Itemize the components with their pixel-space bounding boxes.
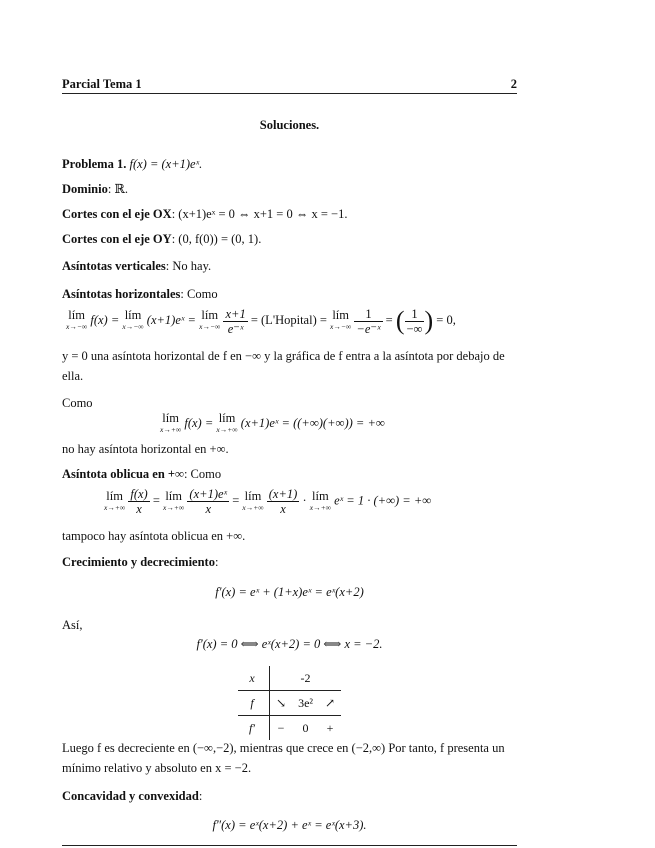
vertical-asymptotes-label: Asíntotas verticales [62, 259, 166, 273]
limit-operator: lím x→−∞ [122, 308, 144, 331]
eq-part: (x+1)eˣ = ((+∞)(+∞)) = +∞ [240, 415, 385, 430]
sign-table-head: f [238, 691, 270, 716]
horizontal-limit-equation: lím x→−∞ f(x) = lím x→−∞ (x+1)eˣ = lím x→−∞ $\frac{x+1}{\text{e⁻ˣ}}$ = (L'Hopital) = lím x→−∞ $\frac{1}{\text{−e⁻ˣ}}$ = ( $\frac{1}{-\infty}$ ) = 0, [66, 306, 456, 336]
fraction: $\frac{(x+1)}{x}$ [268, 487, 298, 516]
sign-table-head: x [238, 666, 270, 691]
concavity-heading [62, 788, 202, 804]
vertical-asymptotes-text: : No hay. [165, 259, 212, 273]
header-title: Parcial Tema 1 [62, 77, 142, 91]
eq-part: eˣ = 1 · (+∞) = +∞ [334, 493, 432, 508]
sign-table-row [238, 666, 341, 691]
page-number: 2 [510, 77, 517, 91]
horizontal-asymptotes-line [62, 286, 218, 302]
oblique-text: : Como [183, 467, 222, 481]
sign-table-cell [270, 666, 293, 691]
limit-operator: lím x→+∞ [242, 488, 264, 512]
eq-part: = [232, 493, 240, 508]
eq-part: · [302, 493, 307, 508]
eq-part: = [385, 312, 393, 327]
no-oblique-asymptote-text: tampoco hay asíntota oblicua en +∞. [62, 529, 246, 543]
limit-operator: lím x→+∞ [104, 488, 126, 512]
fraction: $\frac{f(x)}{x}$ [130, 487, 148, 516]
limit-operator: lím x→−∞ [66, 308, 88, 331]
eq-part: = 0, [436, 312, 456, 327]
fraction: $\frac{x+1}{\text{e⁻ˣ}}$ [225, 306, 246, 336]
limit-operator: lím x→+∞ [163, 488, 185, 512]
oy-intercepts-line [62, 231, 261, 247]
problem-statement [62, 156, 202, 172]
limit-operator: lím x→−∞ [199, 308, 221, 331]
limit-operator: lím x→−∞ [330, 308, 352, 331]
section-title: Soluciones. [259, 118, 320, 132]
monotonicity-conclusion: Luego f es decreciente en (−∞,−2), mientras que crece en (−2,∞) Por tanto, f presenta un mínimo relativo y absoluto en x = −2. [62, 741, 505, 775]
second-derivative-equation [62, 818, 517, 833]
sign-table [238, 666, 341, 740]
ox-text: : (x+1)eˣ = 0 ⇔ x+1 = 0 ⇔ x = −1. [171, 207, 348, 221]
oblique-limit-equation [104, 487, 431, 516]
limit-operator: lím x→+∞ [216, 411, 238, 434]
sign-table-head: f′ [238, 716, 270, 741]
sign-table-row [238, 716, 341, 741]
eq-part: = (L'Hopital) = [250, 312, 327, 327]
concavity-label: Concavidad y convexidad [62, 789, 199, 803]
sign-table-cell: ↘ [270, 691, 293, 716]
eq-part: (x+1)eˣ = [146, 312, 196, 327]
monotonicity-colon: : [214, 555, 219, 569]
limit-operator: lím x→+∞ [160, 411, 182, 434]
monotonicity-heading [62, 554, 218, 570]
fraction: $\frac{\text{(x+1)eˣ}}{x}$ [189, 487, 228, 516]
vertical-asymptotes-line [62, 258, 211, 274]
problem-function: f(x) = (x+1)eˣ. [129, 157, 203, 171]
second-derivative-formula: f″(x) = eˣ(x+2) + eˣ = eˣ(x+3). [212, 818, 367, 832]
horizontal-asymptotes-text: : Como [180, 287, 218, 301]
oblique-label: Asíntota oblicua en +∞ [62, 467, 184, 481]
eq-part: f(x) = [90, 312, 120, 327]
problem-label: Problema 1. [62, 157, 127, 171]
bottom-rule [62, 845, 517, 846]
no-horizontal-asymptote-text: no hay asíntota horizontal en +∞. [62, 442, 229, 456]
como-text: Como [62, 396, 93, 410]
asymptote-explanation: y = 0 una asíntota horizontal de f en −∞ y la gráfica de f entra a la asíntota por debajo de ella. [62, 349, 505, 383]
oy-label: Cortes con el eje OY [62, 232, 172, 246]
sign-table-cell: + [326, 720, 334, 735]
ox-intercepts-line [62, 206, 347, 222]
page-header [62, 77, 517, 94]
concavity-colon: : [198, 789, 203, 803]
horizontal-asymptotes-label: Asíntotas horizontales [62, 287, 181, 301]
domain-line [62, 181, 128, 197]
critical-point-formula: f′(x) = 0 ⟺ eˣ(x+2) = 0 ⟺ x = −2. [196, 637, 383, 651]
sign-table-cell: − [277, 720, 285, 735]
asi-text: Así, [62, 618, 83, 632]
fraction: $\frac{1}{\text{−e⁻ˣ}}$ [356, 306, 381, 336]
sign-table-cell: 3e² [292, 691, 319, 716]
domain-label: Dominio [62, 182, 108, 196]
oblique-asymptote-line [62, 466, 221, 482]
monotonicity-label: Crecimiento y decrecimiento [62, 555, 215, 569]
sign-table-row [238, 691, 341, 716]
sign-table-cell [319, 666, 341, 691]
eq-part: = [152, 493, 160, 508]
limit-operator: lím x→+∞ [309, 488, 331, 512]
domain-text: : ℝ. [107, 182, 128, 196]
eq-part: f(x) = [184, 415, 214, 430]
sign-table-cell: 0 [302, 720, 309, 735]
first-derivative-formula: f′(x) = eˣ + (1+x)eˣ = eˣ(x+2) [215, 585, 364, 599]
sign-table-cell: ↗ [319, 691, 341, 716]
fraction: $\frac{1}{-\infty}$ [406, 306, 423, 336]
critical-point-equation [62, 636, 517, 652]
ox-label: Cortes con el eje OX [62, 207, 172, 221]
oy-text: : (0, f(0)) = (0, 1). [171, 232, 262, 246]
plus-infinity-limit-equation [160, 413, 385, 435]
first-derivative-equation [62, 585, 517, 600]
sign-table-cell: -2 [292, 666, 319, 691]
